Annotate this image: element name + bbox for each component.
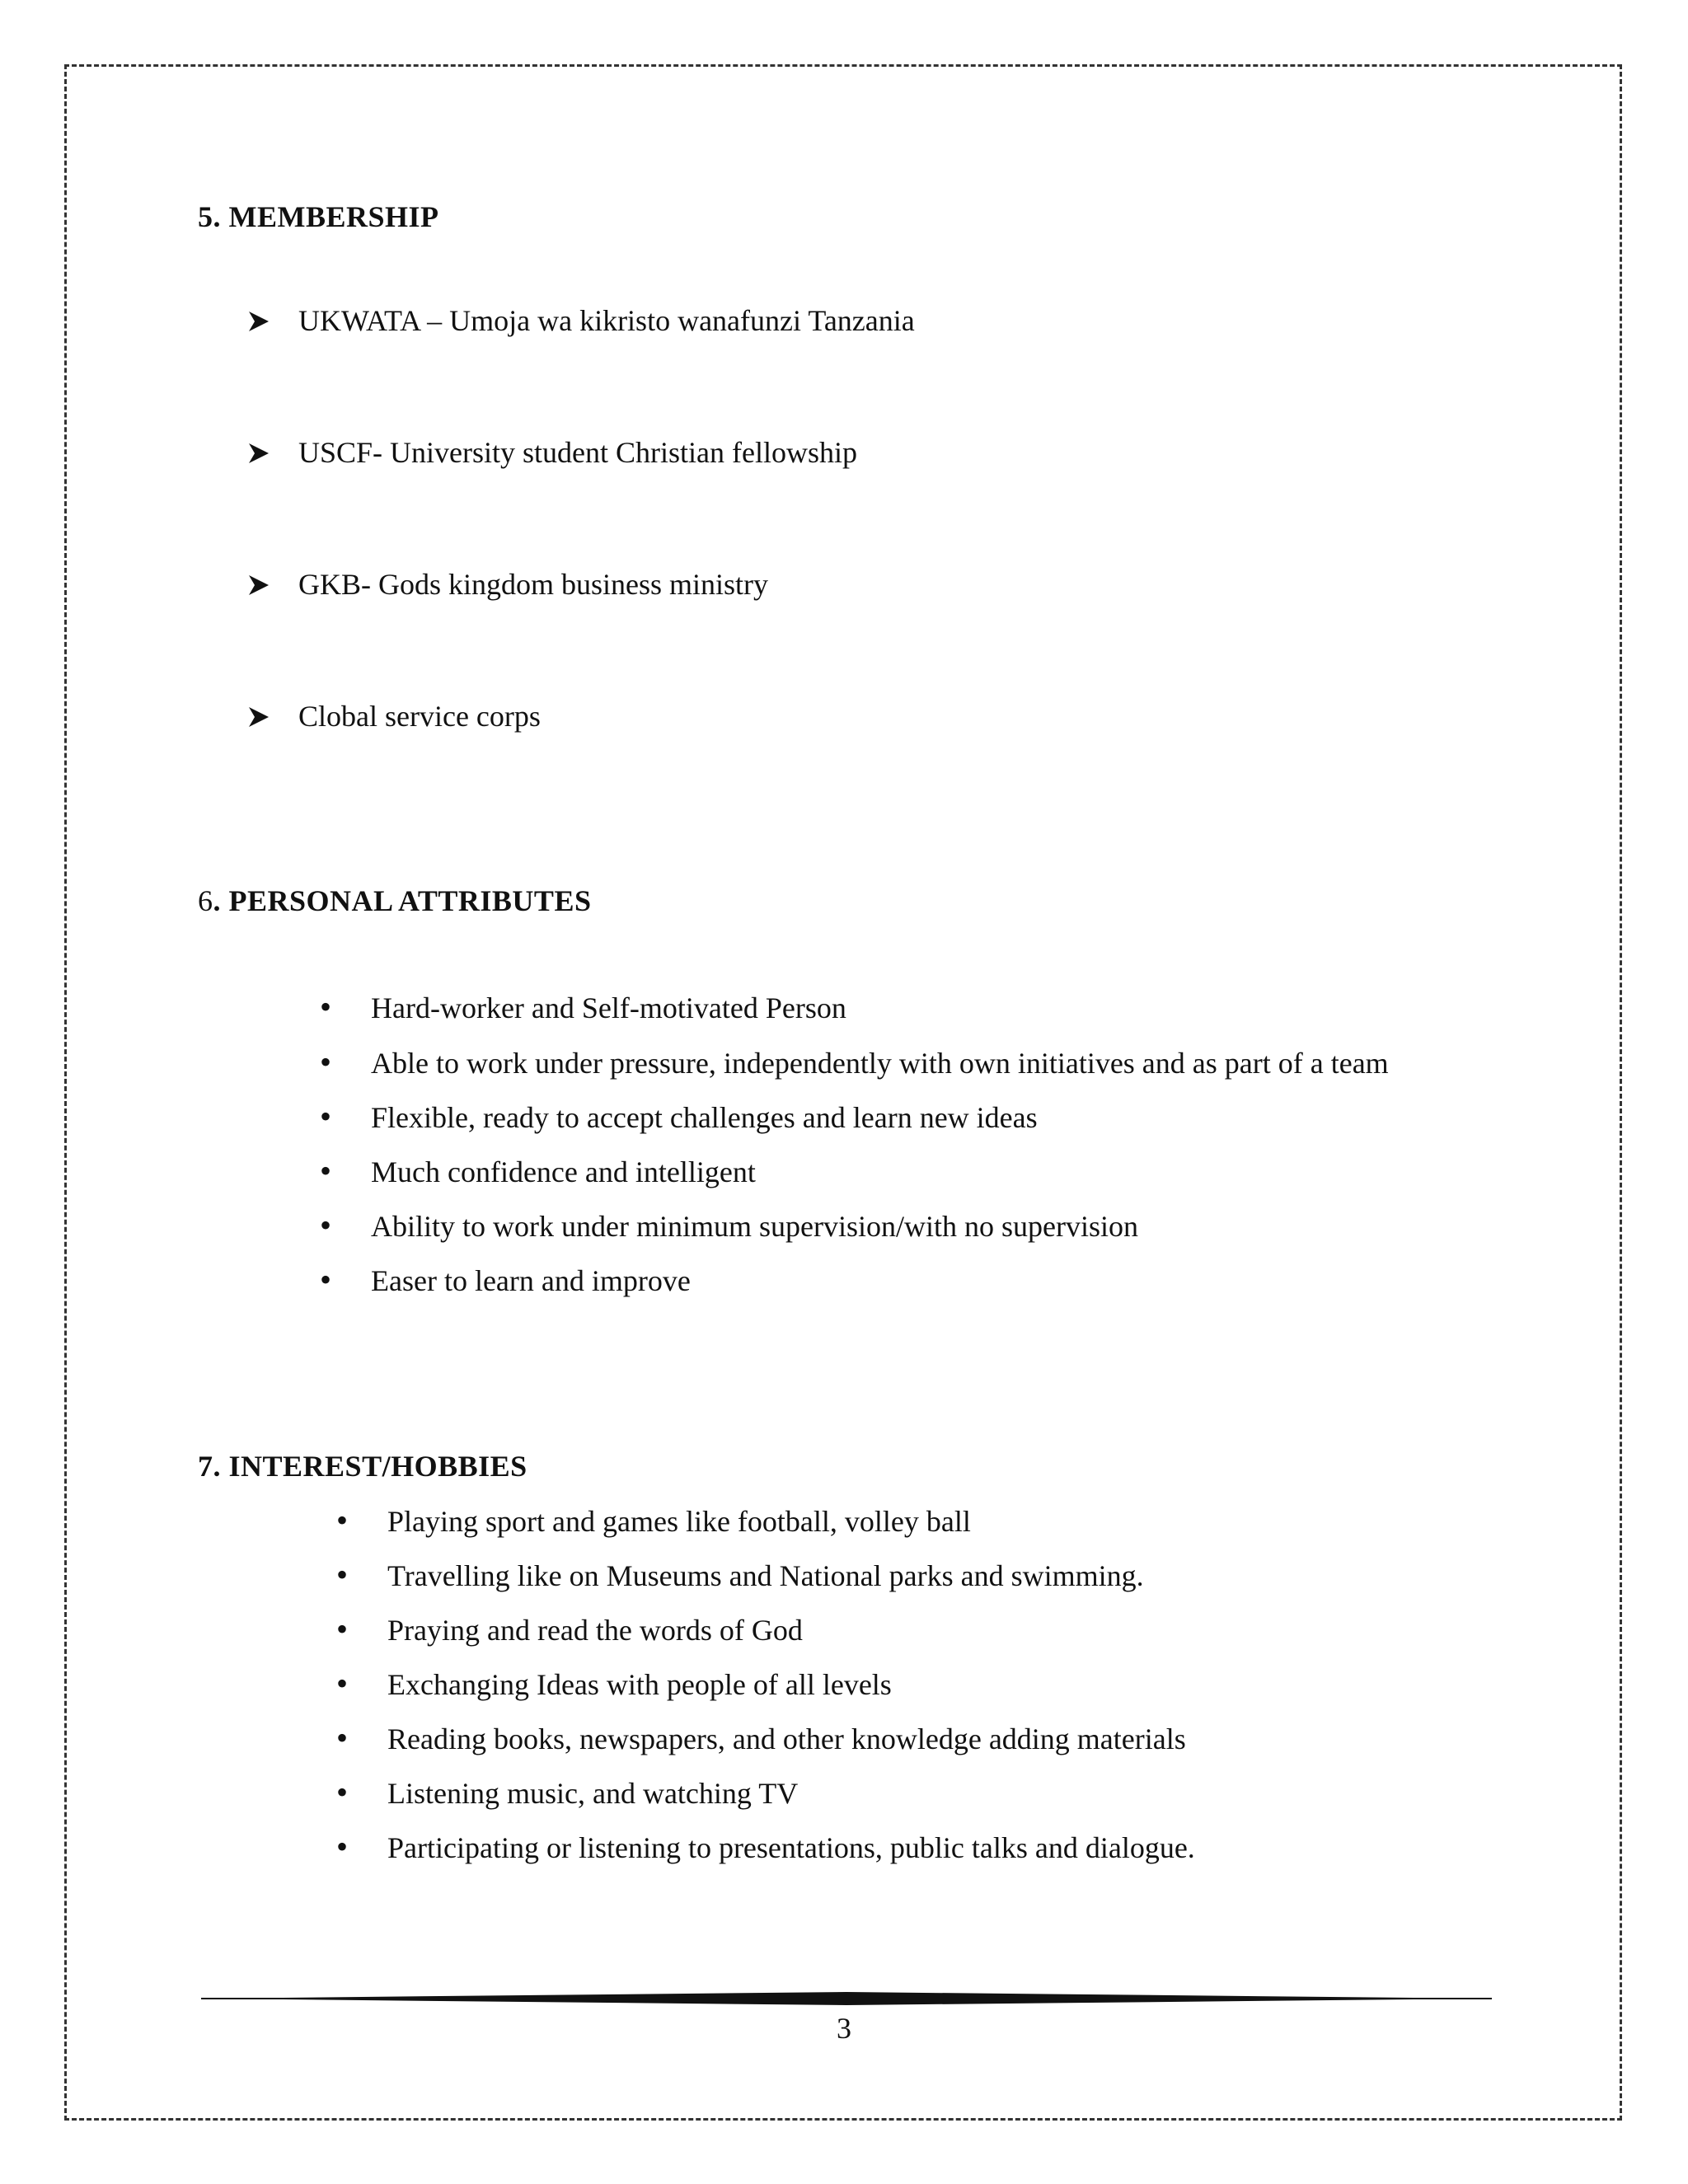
list-item-text: Ability to work under minimum supervision/with no supervision [371,1210,1138,1243]
list-item-text: Playing sport and games like football, volley ball [387,1505,971,1538]
section-heading-personal-attributes [198,883,591,918]
bullet-icon: • [336,1774,349,1811]
list-item-text: Easer to learn and improve [371,1264,691,1297]
page-number: 3 [837,2012,851,2045]
list-item-text: Able to work under pressure, independently with own initiatives and as part of a team [371,1047,1389,1080]
list-item-text: GKB- Gods kingdom business ministry [298,568,769,601]
list-item-text: Reading books, newspapers, and other knowledge adding materials [387,1722,1186,1755]
bullet-icon: • [320,1261,332,1298]
section-title: INTEREST/HOBBIES [228,1450,528,1483]
section-number: 6 [198,884,213,917]
section-number: 5. [198,200,221,233]
bullet-icon: • [336,1719,349,1756]
list-item-text: Exchanging Ideas with people of all levels [387,1668,892,1701]
section-title: . PERSONAL ATTRIBUTES [213,884,592,917]
list-item-text: Much confidence and intelligent [371,1155,756,1188]
bullet-icon: • [336,1502,349,1539]
list-item-text: Flexible, ready to accept challenges and learn new ideas [371,1101,1038,1134]
bullet-icon: • [320,1152,332,1189]
bullet-icon: • [320,988,332,1025]
bullet-icon: • [336,1665,349,1702]
list-item-text: Participating or listening to presentations, public talks and dialogue. [387,1831,1195,1864]
list-item-text: Travelling like on Museums and National parks and swimming. [387,1559,1144,1592]
section-heading-interest-hobbies [198,1449,528,1483]
bullet-icon: • [320,1098,332,1135]
section-heading-membership [198,199,439,234]
section-title: MEMBERSHIP [228,200,439,233]
list-item-text: USCF- University student Christian fellowship [298,436,857,469]
bullet-icon: • [336,1610,349,1647]
list-item-text: UKWATA – Umoja wa kikristo wanafunzi Tanzania [298,304,915,337]
bullet-icon: • [320,1207,332,1244]
arrow-bullet-icon [247,699,270,729]
arrow-bullet-icon [247,567,270,597]
list-item-text: Clobal service corps [298,700,541,733]
bullet-icon: • [320,1043,332,1080]
page-border [64,64,1622,2121]
list-item-text: Hard-worker and Self-motivated Person [371,991,846,1024]
footer-divider [201,1990,1492,2006]
bullet-icon: • [336,1828,349,1865]
arrow-bullet-icon [247,303,270,333]
section-number: 7. [198,1450,221,1483]
list-item-text: Listening music, and watching TV [387,1777,799,1810]
bullet-icon: • [336,1556,349,1593]
list-item-text: Praying and read the words of God [387,1614,803,1647]
arrow-bullet-icon [247,435,270,465]
